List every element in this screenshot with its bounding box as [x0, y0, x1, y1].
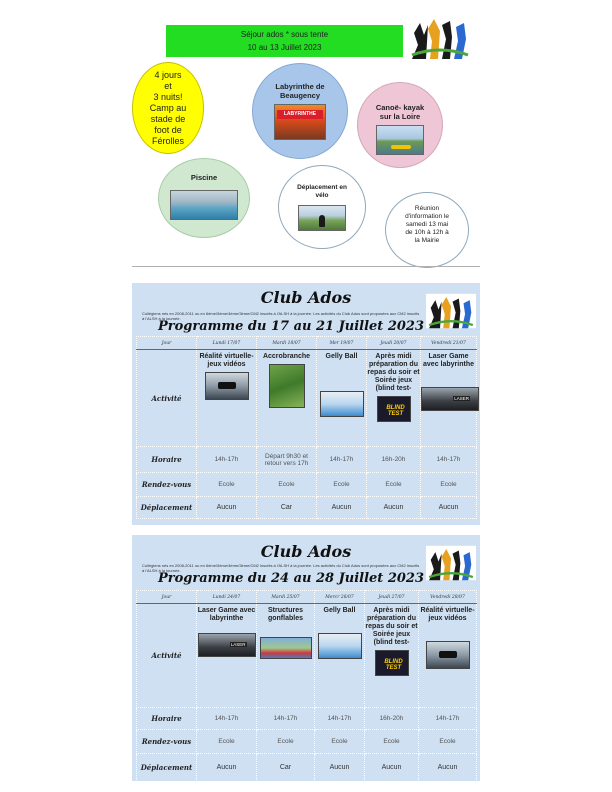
programme-title: Programme du 24 au 28 Juillet 2023	[157, 571, 425, 586]
gelly-ball-photo	[318, 633, 362, 659]
gelly-ball-photo	[320, 391, 364, 417]
activity-cell-friday	[419, 604, 477, 708]
velo-line2: vélo	[315, 192, 329, 199]
activity-cell-tuesday	[257, 604, 315, 708]
horaire-wednesday: 14h-17h	[317, 447, 367, 473]
banner-line1: Séjour ados * sous tente	[240, 30, 329, 39]
silhouettes-logo	[408, 15, 472, 59]
banner-line2: 10 au 13 Juillet 2023	[247, 43, 322, 52]
transport-monday: Aucun	[197, 497, 257, 519]
activity-cell-thursday	[365, 604, 419, 708]
activity-wednesday: Gelly Ball	[323, 607, 356, 614]
rdv-tuesday: Ecole	[257, 730, 315, 754]
transport-friday: Aucun	[421, 497, 477, 519]
horaire-thursday: 16h-20h	[367, 447, 421, 473]
activity-monday: Réalité virtuelle- jeux vidéos	[199, 353, 254, 368]
reunion-line1: Réunion	[414, 205, 440, 212]
transport-wednesday: Aucun	[317, 497, 367, 519]
horaire-row	[137, 447, 477, 473]
velo-rider	[319, 215, 325, 227]
piscine-label: Piscine	[190, 173, 218, 182]
activity-cell-wednesday	[315, 604, 365, 708]
blind-test-image	[375, 650, 409, 676]
canoe-line1: Canoë- kayak	[375, 103, 425, 112]
laser-game-photo	[198, 633, 256, 657]
rdv-row	[137, 473, 477, 497]
rdv-monday: Ecole	[197, 473, 257, 497]
activity-cell-tuesday	[257, 350, 317, 447]
activity-friday: Réalité virtuelle- jeux vidéos	[420, 607, 475, 622]
horaire-monday: 14h-17h	[197, 708, 257, 730]
silhouettes-logo	[426, 541, 476, 590]
transport-tuesday: Car	[257, 754, 315, 782]
horaire-tuesday: 14h-17h	[257, 708, 315, 730]
transport-row	[137, 754, 477, 782]
rdv-thursday: Ecole	[365, 730, 419, 754]
activity-friday: Laser Game avec labyrinthe	[423, 353, 474, 368]
row-label-horaire: Horaire	[137, 708, 197, 730]
activity-row	[137, 604, 477, 708]
row-label-rdv: Rendez-vous	[137, 473, 197, 497]
horaire-friday: 14h-17h	[419, 708, 477, 730]
activity-cell-monday	[197, 350, 257, 447]
flyer-divider	[132, 266, 480, 267]
vr-photo	[426, 641, 470, 669]
day-wednesday: Mercr 26/07	[315, 591, 365, 604]
duration-line4: Camp au	[149, 102, 187, 113]
activity-cell-thursday	[367, 350, 421, 447]
rdv-row	[137, 730, 477, 754]
duration-line6: foot de	[154, 124, 182, 135]
reunion-bubble	[385, 192, 469, 268]
activity-tuesday: Structures gonflables	[267, 607, 303, 622]
row-label-rdv: Rendez-vous	[137, 730, 197, 754]
row-label-deplacement: Déplacement	[137, 497, 197, 519]
canoe-photo	[376, 125, 424, 155]
activity-thursday: Après midi préparation du repas du soir et Soirée jeux (blind test-	[365, 607, 418, 646]
rdv-wednesday: Ecole	[315, 730, 365, 754]
reunion-line4: de 10h à 12h à	[405, 229, 449, 236]
vr-photo	[205, 372, 249, 400]
duration-line1: 4 jours	[154, 69, 182, 80]
transport-friday: Aucun	[419, 754, 477, 782]
activity-row	[137, 350, 477, 447]
row-label-horaire: Horaire	[137, 447, 197, 473]
day-thursday: Jeudi 20/07	[367, 337, 421, 350]
horaire-tuesday: Départ 9h30 et retour vers 17h	[257, 447, 317, 473]
blind-test-text: BLIND TEST	[384, 659, 403, 671]
horaire-friday: 14h-17h	[421, 447, 477, 473]
transport-thursday: Aucun	[367, 497, 421, 519]
programme-panel-2	[132, 535, 480, 781]
row-label-deplacement: Déplacement	[137, 754, 197, 782]
labyrinthe-photo-text: LABYRINTHE	[277, 110, 323, 119]
transport-tuesday: Car	[257, 497, 317, 519]
horaire-thursday: 16h-20h	[365, 708, 419, 730]
activity-tuesday: Accrobranche	[262, 353, 311, 360]
programme-intro: Collégiens nés en 2008-2011 ou en 6ème/5ème/4ème/3ème/CM2 inscrits à l'ALSH à la journée. Les activités du Club Ados sont proposées aux CM2 inscrits à l'ALSH à la journée.	[142, 311, 420, 321]
programme-table	[136, 590, 477, 782]
reunion-line3: samedi 13 mai	[405, 221, 449, 228]
programme-panel-1	[132, 283, 480, 525]
sejour-banner	[166, 25, 403, 57]
activity-wednesday: Gelly Ball	[325, 353, 358, 360]
rdv-monday: Ecole	[197, 730, 257, 754]
transport-monday: Aucun	[197, 754, 257, 782]
piscine-photo	[170, 190, 238, 220]
row-label-activite: Activité	[137, 604, 197, 708]
accrobranche-photo	[269, 364, 305, 408]
canoe-boat	[391, 145, 411, 149]
transport-thursday: Aucun	[365, 754, 419, 782]
programme-title: Programme du 17 au 21 Juillet 2023	[157, 319, 425, 334]
rdv-thursday: Ecole	[367, 473, 421, 497]
rdv-friday: Ecole	[419, 730, 477, 754]
transport-wednesday: Aucun	[315, 754, 365, 782]
day-header: Jour	[137, 591, 197, 604]
velo-photo	[298, 205, 346, 231]
duration-line7: Férolles	[151, 135, 184, 146]
activity-cell-wednesday	[317, 350, 367, 447]
day-tuesday: Mardi 18/07	[257, 337, 317, 350]
programme-intro: Collégiens nés en 2008-2011 ou en 6ème/5ème/4ème/3ème/CM2 inscrits à l'ALSH à la journée. Les activités du Club Ados sont proposées aux CM2 inscrits à l'ALSH à la journée.	[142, 563, 420, 573]
club-title: Club Ados	[260, 542, 352, 561]
blind-test-text: BLIND TEST	[386, 405, 405, 417]
canoe-line2: sur la Loire	[379, 112, 421, 121]
activity-monday: Laser Game avec labyrinthe	[197, 607, 256, 622]
piscine-bubble	[158, 158, 250, 238]
activity-cell-friday	[421, 350, 477, 447]
labyrinthe-bubble	[252, 63, 348, 159]
velo-bubble	[278, 165, 366, 249]
labyrinthe-photo	[274, 104, 326, 140]
labyrinthe-line1: Labyrinthe de	[275, 82, 325, 91]
horaire-wednesday: 14h-17h	[315, 708, 365, 730]
reunion-line2: d'information le	[405, 213, 449, 220]
day-thursday: Jeudi 27/07	[365, 591, 419, 604]
silhouettes-logo	[426, 289, 476, 338]
day-monday: Lundi 24/07	[197, 591, 257, 604]
duration-bubble	[132, 62, 204, 154]
rdv-friday: Ecole	[421, 473, 477, 497]
day-friday: Vendredi 21/07	[421, 337, 477, 350]
velo-line1: Déplacement en	[297, 184, 347, 191]
structures-gonflables-photo	[260, 637, 312, 659]
day-friday: Vendredi 28/07	[419, 591, 477, 604]
laser-sign-text: LASER	[230, 642, 246, 647]
duration-line5: stade de	[150, 113, 186, 124]
rdv-tuesday: Ecole	[257, 473, 317, 497]
activity-cell-monday	[197, 604, 257, 708]
labyrinthe-line2: Beaugency	[279, 91, 321, 100]
row-label-activite: Activité	[137, 350, 197, 447]
day-wednesday: Mer 19/07	[317, 337, 367, 350]
canoe-bubble	[357, 82, 443, 168]
days-row	[137, 337, 477, 350]
rdv-wednesday: Ecole	[317, 473, 367, 497]
blind-test-image	[377, 396, 411, 422]
laser-sign-text: LASER	[454, 396, 469, 401]
duration-line2: et	[164, 80, 172, 91]
horaire-monday: 14h-17h	[197, 447, 257, 473]
activity-thursday: Après midi préparation du repas du soir et Soirée jeux (blind test-	[367, 353, 420, 392]
reunion-line5: la Mairie	[414, 237, 440, 244]
day-header: Jour	[137, 337, 197, 350]
horaire-row	[137, 708, 477, 730]
transport-row	[137, 497, 477, 519]
programme-table	[136, 336, 477, 519]
laser-game-photo	[421, 387, 479, 411]
days-row	[137, 591, 477, 604]
duration-line3: 3 nuits!	[153, 91, 183, 102]
club-title: Club Ados	[260, 288, 352, 307]
day-monday: Lundi 17/07	[197, 337, 257, 350]
day-tuesday: Mardi 25/07	[257, 591, 315, 604]
